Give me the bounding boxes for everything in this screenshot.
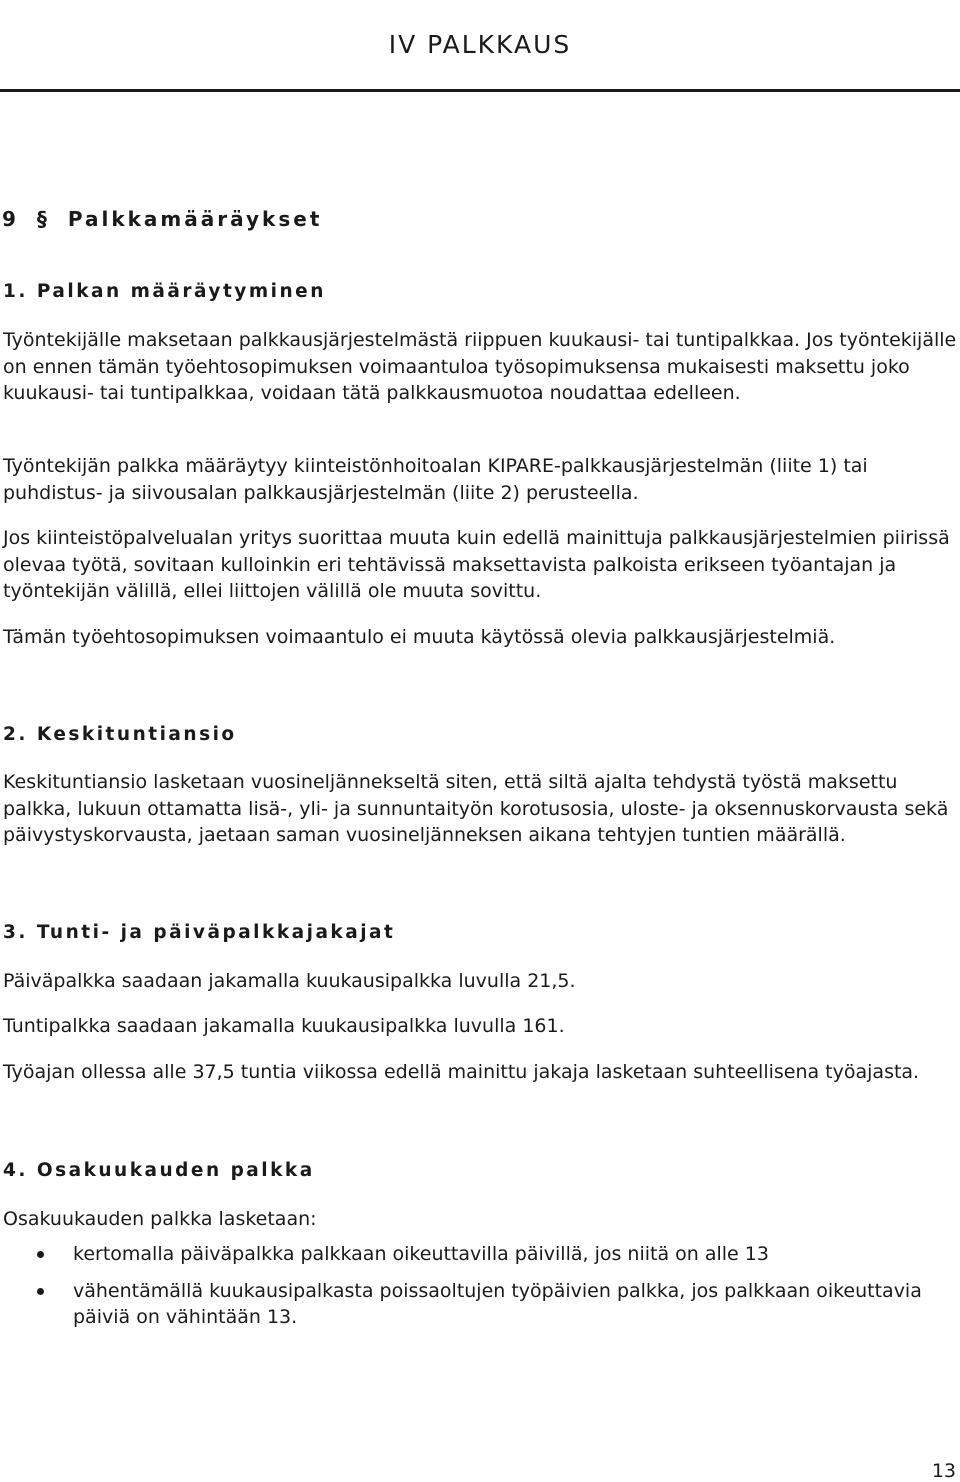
bullet-list [0, 1241, 960, 1341]
subsection-1-paragraph: Työntekijän palkka määräytyy kiinteistönhoitoalan KIPARE-palkkausjärjestelmän (liite 1) tai puhdistus- ja siivousalan palkkausjärjestelmän (liite 2) perusteella. [3, 455, 868, 504]
bullet-icon [37, 1288, 44, 1295]
subsection-1-heading: 1. Palkan määräytyminen [3, 281, 326, 302]
section-title [2, 207, 322, 231]
subsection-1-paragraph: Jos kiinteistöpalvelualan yritys suorittaa muuta kuin edellä mainittuja palkkausjärjestelmien piirissä olevaa työtä, sovitaan kulloinkin eri tehtävissä maksettavista palkoista erikseen työantajan ja työntekijän välillä, ellei liittojen välillä ole muuta sovittu. [3, 527, 950, 602]
section-name: Palkkamääräykset [67, 207, 323, 231]
subsection-3-paragraph: Päiväpalkka saadaan jakamalla kuukausipalkka luvulla 21,5. [3, 970, 576, 992]
subsection-1-paragraph: Tämän työehtosopimuksen voimaantulo ei muuta käytössä olevia palkkausjärjestelmiä. [3, 626, 836, 648]
list-item-text: vähentämällä kuukausipalkasta poissaoltujen työpäivien palkka, jos palkkaan oikeuttavia päiviä on vähintään 13. [73, 1279, 922, 1328]
subsection-4-heading: 4. Osakuukauden palkka [3, 1160, 315, 1181]
page-number: 13 [931, 1460, 956, 1482]
list-item [0, 1278, 960, 1331]
list-item [0, 1241, 960, 1268]
section-symbol: § [36, 207, 50, 231]
section-number: 9 [2, 207, 19, 231]
subsection-3-paragraph: Työajan ollessa alle 37,5 tuntia viikossa edellä mainittu jakaja lasketaan suhteellisena työajasta. [3, 1061, 920, 1083]
subsection-2-heading: 2. Keskituntiansio [3, 724, 237, 745]
subsection-2-paragraph: Keskituntiansio lasketaan vuosineljännekseltä siten, että siltä ajalta tehdystä työstä maksettu palkka, lukuun ottamatta lisä-, yli- ja sunnuntaityön korotusosia, uloste- ja oksennuskorvausta sekä päivystyskorvausta, jaetaan saman vuosineljänneksen aikana tehtyjen tuntien määrällä. [3, 771, 949, 846]
subsection-3-paragraph: Tuntipalkka saadaan jakamalla kuukausipalkka luvulla 161. [3, 1015, 565, 1037]
bullet-icon [37, 1251, 44, 1258]
subsection-1-paragraph: Työntekijälle maksetaan palkkausjärjestelmästä riippuen kuukausi- tai tuntipalkkaa. Jos työntekijälle on ennen tämän työehtosopimuksen voimaantuloa työsopimuksensa mukaisesti maksettu joko kuukausi- tai tuntipalkkaa, voidaan tätä palkkausmuotoa noudattaa edelleen. [3, 329, 957, 404]
subsection-3-heading: 3. Tunti- ja päiväpalkkajakajat [3, 922, 396, 943]
subsection-4-intro: Osakuukauden palkka lasketaan: [3, 1208, 317, 1230]
header-rule [0, 89, 960, 92]
chapter-title: IV PALKKAUS [388, 30, 572, 59]
list-item-text: kertomalla päiväpalkka palkkaan oikeuttavilla päivillä, jos niitä on alle 13 [73, 1243, 769, 1265]
